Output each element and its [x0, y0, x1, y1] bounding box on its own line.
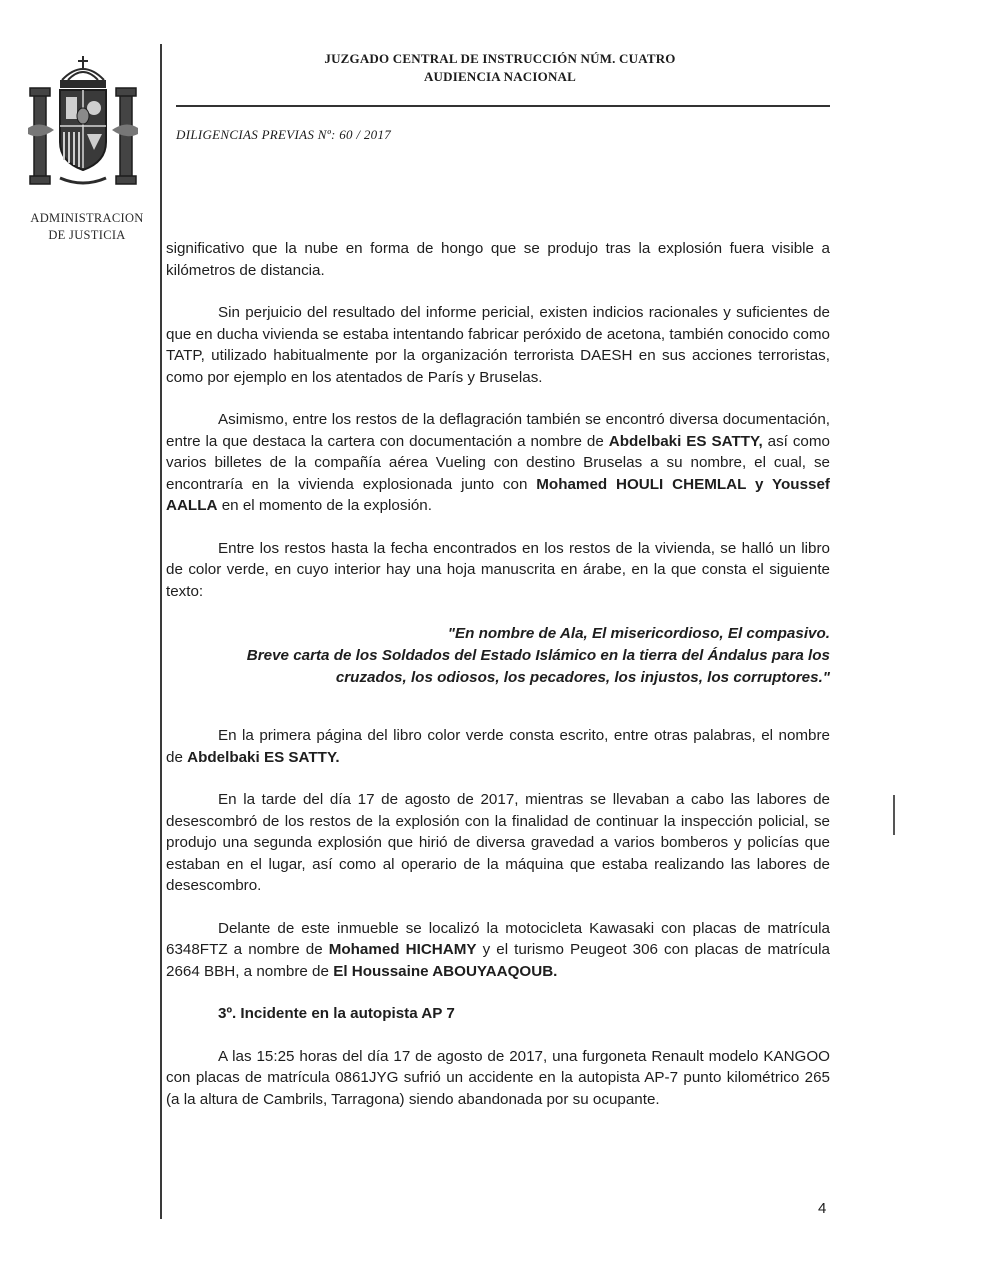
- document-body: [166, 238, 830, 1131]
- court-institution: AUDIENCIA NACIONAL: [423, 69, 577, 84]
- paragraph: [166, 409, 830, 517]
- paragraph-text: Asimismo, entre los restos de la deflagración también se encontró diversa documentación, entre la que destaca la cartera con documentación a nombre de: [166, 411, 830, 450]
- header-rule: [176, 105, 830, 107]
- person-name: Mohamed HICHAMY: [328, 941, 477, 958]
- court-name: JUZGADO CENTRAL DE INSTRUCCIÓN NÚM. CUATRO: [324, 51, 676, 66]
- paragraph: Entre los restos hasta la fecha encontrados en los restos de la vivienda, se halló un libro de color verde, en cuyo interior hay una hoja manuscrita en árabe, en la que consta el siguiente texto:: [166, 539, 830, 600]
- paragraph: En la tarde del día 17 de agosto de 2017, mientras se llevaban a cabo las labores de desescombró de los restos de la explosión con la finalidad de continuar la inspección policial, se produjo una segunda explosión que hirió de diversa gravedad a varios bomberos y policías que estaban en el lugar, así como al operario de la máquina que estaba realizando las labores de desescombro.: [166, 791, 830, 894]
- paragraph: significativo que la nube en forma de hongo que se produjo tras la explosión fuera visible a kilómetros de distancia.: [166, 240, 830, 279]
- admin-label-line1: ADMINISTRACION: [30, 211, 144, 225]
- quote-line: Breve carta de los Soldados del Estado Islámico en la tierra del Ándalus para los: [246, 647, 830, 664]
- admin-label-line2: DE JUSTICIA: [48, 228, 126, 242]
- page-number: 4: [818, 1200, 827, 1217]
- person-name: El Houssaine ABOUYAAQOUB.: [333, 962, 558, 980]
- paragraph-text: Delante de este inmueble se localizó la motocicleta Kawasaki con placas de matrícula 6348FTZ a nombre de: [166, 919, 830, 958]
- person-name: Mohamed HOULI CHEMLAL y Youssef AALLA: [166, 475, 830, 514]
- court-header: [290, 50, 710, 86]
- paragraph-text: así como varios billetes de la compañía aérea Vueling con destino Bruselas a su nombre, el cual, se encontraría en la vivienda explosionada junto con: [166, 432, 830, 493]
- paragraph: A las 15:25 horas del día 17 de agosto de 2017, una furgoneta Renault modelo KANGOO con placas de matrícula 0861JYG sufrió un accidente en la autopista AP-7 punto kilométrico 265 (a la altura de Cambrils, Tarragona) siendo abandonada por su ocupante.: [166, 1047, 830, 1108]
- paragraph: [166, 725, 830, 768]
- quote-line: cruzados, los odiosos, los pecadores, los injustos, los corruptores.": [335, 669, 830, 686]
- scan-artifact: [893, 795, 895, 835]
- person-name: Abdelbaki ES SATTY.: [187, 748, 340, 766]
- paragraph-text: En la primera página del libro color verde consta escrito, entre otras palabras, el nombre de: [166, 727, 830, 766]
- person-name: Abdelbaki ES SATTY,: [608, 432, 763, 450]
- case-reference: DILIGENCIAS PREVIAS Nº: 60 / 2017: [176, 127, 392, 142]
- paragraph-text: en el momento de la explosión.: [221, 497, 432, 514]
- paragraph-text: y el turismo Peugeot 306 con placas de matrícula 2664 BBH, a nombre de: [166, 941, 830, 980]
- paragraph: Sin perjuicio del resultado del informe pericial, existen indicios racionales y suficientes de que en ducha vivienda se estaba intentando fabricar peróxido de acetona, también conocido como TATP, utilizado habitualmente por la organización terrorista DAESH en sus acciones terroristas, como por ejemplo en los atentados de París y Bruselas.: [166, 304, 830, 386]
- section-heading: 3º. Incidente en la autopista AP 7: [218, 1005, 455, 1022]
- paragraph: [166, 918, 830, 983]
- quote-line: "En nombre de Ala, El misericordioso, El compasivo.: [447, 625, 830, 642]
- quoted-text: [166, 623, 830, 689]
- administration-label: [22, 210, 152, 244]
- margin-vertical-rule: [160, 44, 162, 1219]
- coat-of-arms-emblem: [24, 50, 142, 200]
